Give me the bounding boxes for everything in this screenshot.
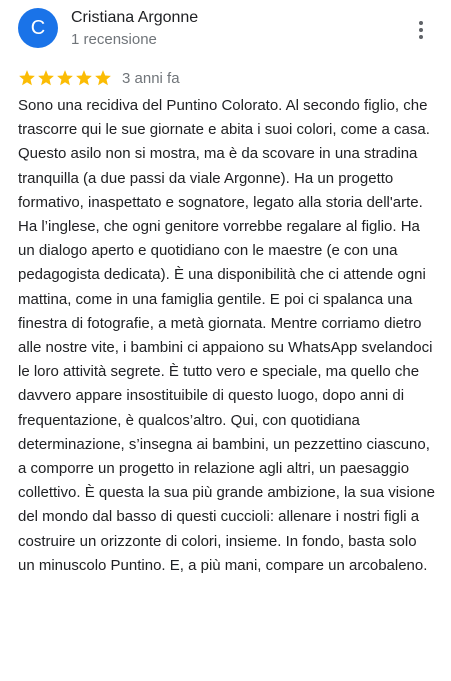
- star-icon: [75, 69, 93, 87]
- more-vert-icon-dot: [419, 35, 423, 39]
- star-icon: [18, 69, 36, 87]
- star-icon: [56, 69, 74, 87]
- review-date: 3 anni fa: [122, 69, 180, 87]
- author-name[interactable]: Cristiana Argonne: [71, 9, 199, 26]
- author-review-count: 1 recensione: [71, 31, 157, 48]
- more-vert-icon-dot: [419, 28, 423, 32]
- star-icon: [37, 69, 55, 87]
- star-rating: [18, 69, 112, 87]
- rating-row: [18, 68, 180, 88]
- review-text: Sono una recidiva del Puntino Colorato. Al secondo figlio, che trascorre qui le sue giornate e abita i suoi colori, come a casa. Questo asilo non si mostra, ma è da scovare in una stradina tranquilla (a due passi da viale Argonne). Ha un progetto formativo, inaspettato e sognatore, legato alla storia dell'arte. Ha l’inglese, che ogni genitore vorrebbe regalare al figlio. Ha un dialogo aperto e quotidiano con le maestre (e con una pedagogista dedicata). È una disponibilità che ci attende ogni mattina, come in una famiglia gentile. E poi ci spalanca una finestra di fotografie, a metà giornata. Mentre corriamo dietro alle nostre vite, i bambini ci appaiono su WhatsApp svelandoci le loro attività segrete. È tutto vero e speciale, ma quello che davvero appare insostituibile di questo luogo, dopo anni di frequentazione, è qualcos’altro. Qui, con quotidiana determinazione, s’insegna ai bambini, un pezzettino ciascuno, a comporre un progetto in relazione agli altri, un paesaggio collettivo. È questa la sua più grande ambizione, la sua visione del mondo dal basso di questi cuccioli: allenare i nostri figli a costruire un orizzonte di colori, insieme. In fondo, basta solo un minuscolo Puntino. E, a più mani, compare un arcobaleno.: [18, 97, 435, 574]
- more-vert-icon: [419, 21, 423, 25]
- more-options-button[interactable]: [411, 18, 431, 42]
- avatar[interactable]: C: [18, 8, 58, 48]
- star-icon: [94, 69, 112, 87]
